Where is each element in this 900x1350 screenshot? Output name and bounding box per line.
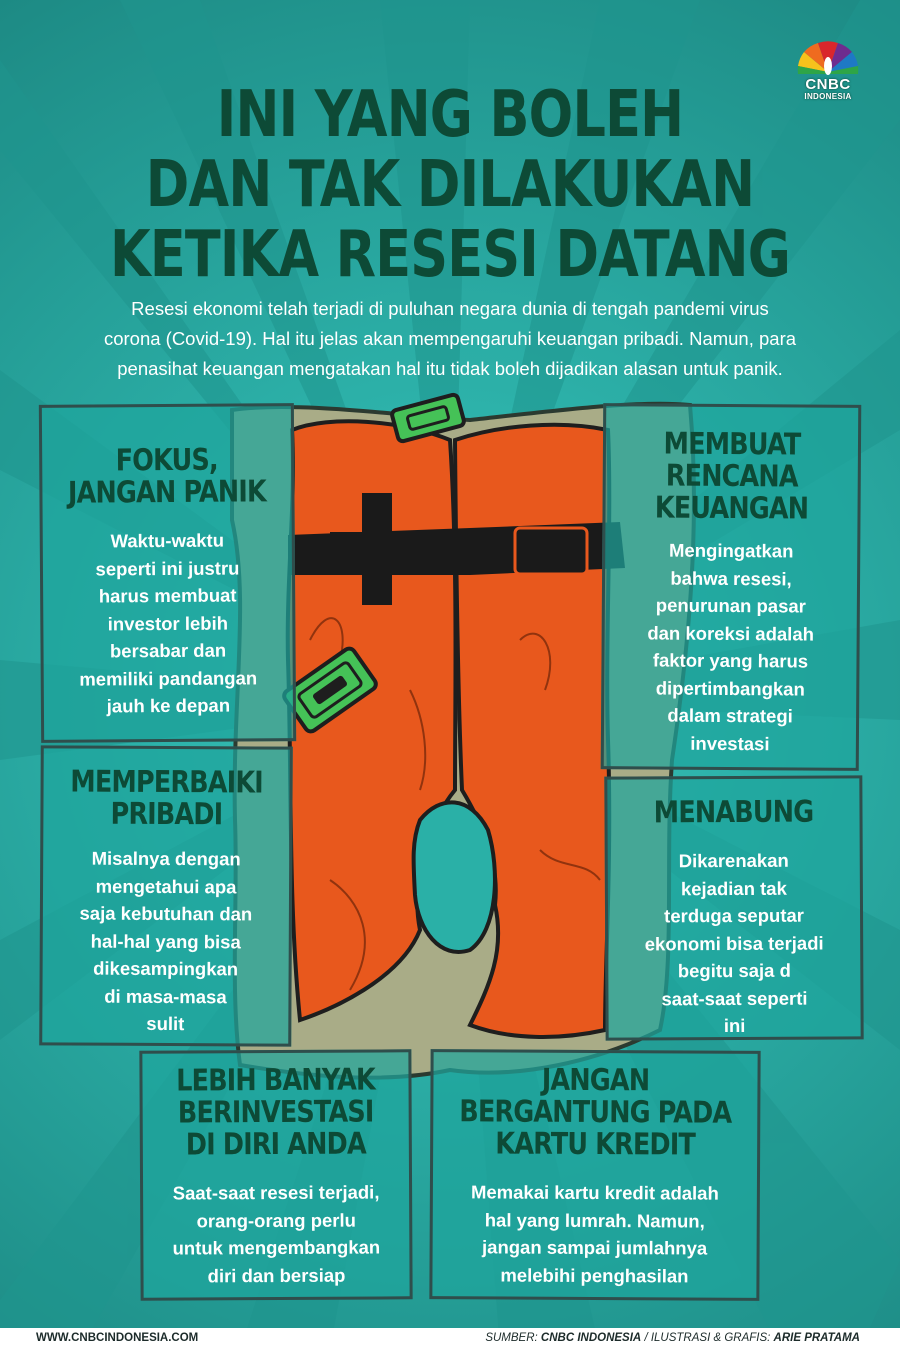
tip-body-line: Memakai kartu kredit adalah: [470, 1181, 719, 1204]
tip-title-line: MENABUNG: [653, 794, 814, 831]
title-line: DAN TAK DILAKUKAN: [145, 148, 755, 222]
tip-body: [432, 1178, 757, 1290]
intro-line: penasihat keuangan mengatakan hal itu tidak boleh dijadikan alasan untuk panik.: [117, 358, 783, 379]
source-name: CNBC INDONESIA: [540, 1332, 642, 1344]
logo-subtitle: INDONESIA: [804, 92, 852, 101]
tip-body-line: ini: [723, 1014, 746, 1037]
tip-title-line: JANGAN: [541, 1062, 650, 1099]
tip-body: [143, 1178, 410, 1289]
tip-title-line: BERGANTUNG PADA: [459, 1094, 732, 1131]
tip-card-menabung: [604, 775, 863, 1040]
logo-wordmark: CNBC: [805, 76, 851, 93]
tip-body-line: investasi: [690, 732, 770, 754]
tip-title-line: LEBIH BANYAK: [176, 1062, 375, 1099]
tip-title-line: RENCANA: [665, 458, 798, 495]
tip-body-line: jauh ke depan: [106, 694, 231, 717]
tip-body-line: melebihi penghasilan: [500, 1264, 689, 1286]
tip-body-line: hal yang lumrah. Namun,: [484, 1208, 705, 1232]
intro-line: Resesi ekonomi telah terjadi di puluhan negara dunia di tengah pandemi virus: [131, 298, 769, 319]
tip-body-line: ekonomi bisa terjadi: [644, 932, 824, 954]
tip-body: [42, 844, 289, 1038]
tip-body-line: harus membuat: [98, 584, 237, 607]
footer-website[interactable]: WWW.CNBCINDONESIA.COM: [36, 1332, 199, 1344]
tip-title-line: FOKUS,: [115, 442, 218, 479]
tip-title-line: MEMPERBAIKI: [70, 764, 263, 801]
tip-title: [626, 796, 840, 829]
strap-buckle: [515, 528, 587, 574]
tip-title-line: PRIBADI: [110, 796, 223, 833]
tip-body-line: faktor yang harus: [652, 649, 809, 672]
cross-horizontal: [330, 532, 424, 562]
tip-title: [162, 1064, 389, 1161]
credit-name: ARIE PRATAMA: [773, 1332, 860, 1344]
tip-body-line: kejadian tak: [680, 877, 787, 899]
tip-body-line: bersabar dan: [109, 639, 227, 662]
tip-title-line: KARTU KREDIT: [495, 1126, 696, 1163]
tip-body-line: untuk mengembangkan: [172, 1236, 381, 1259]
tip-title-line: JANGAN PANIK: [67, 474, 267, 511]
tip-body-line: orang-orang perlu: [196, 1209, 356, 1231]
tip-body-line: dan koreksi adalah: [647, 621, 815, 645]
tip-body-line: mengetahui apa: [95, 875, 237, 897]
tip-body-line: hal-hal yang bisa: [90, 930, 241, 952]
tip-body-line: terduga seputar: [664, 904, 804, 927]
tip-body-line: Saat-saat resesi terjadi,: [172, 1181, 380, 1204]
tip-body-line: sulit: [146, 1012, 185, 1035]
tip-body-line: Misalnya dengan: [91, 847, 241, 870]
tip-body-line: saat-saat seperti: [661, 987, 808, 1009]
footer-credits: [485, 1332, 860, 1344]
tip-card-fokus: [39, 403, 296, 743]
tip-body-line: Mengingatkan: [668, 539, 794, 562]
tip-body-line: seperti ini justru: [95, 556, 240, 580]
tip-body-line: dalam strategi: [667, 704, 793, 727]
tip-body-line: jangan sampai jumlahnya: [481, 1236, 708, 1259]
tip-body: [604, 536, 858, 758]
tip-card-kartu-kredit: [429, 1049, 760, 1301]
title-line: KETIKA RESESI DATANG: [110, 218, 790, 292]
tip-body-line: penurunan pasar: [655, 594, 806, 617]
tip-title-line: KEUANGAN: [654, 490, 809, 527]
vest-hole: [414, 802, 495, 952]
tip-body-line: diri dan bersiap: [207, 1264, 346, 1286]
title-line: INI YANG BOLEH: [216, 78, 684, 152]
tip-card-investasi: [139, 1049, 412, 1300]
tip-body-line: dipertimbangkan: [655, 676, 805, 700]
tip-title: [457, 1064, 733, 1161]
source-label: SUMBER:: [485, 1332, 538, 1344]
intro-line: corona (Covid-19). Hal itu jelas akan mempengaruhi keuangan pribadi. Namun, para: [103, 328, 797, 349]
tip-body-line: dikesampingkan: [93, 957, 239, 980]
tip-body-line: memiliki pandangan: [79, 666, 258, 690]
tip-body-line: Dikarenakan: [678, 849, 789, 872]
tip-title: [624, 428, 839, 525]
tip-card-rencana: [601, 403, 862, 771]
tip-body-line: investor lebih: [107, 612, 229, 634]
tip-title: [62, 766, 271, 831]
tip-body-line: begitu saja d: [677, 959, 791, 982]
tip-body-line: di masa-masa: [104, 985, 227, 1007]
tip-body-line: bahwa resesi,: [670, 567, 792, 589]
tip-body: [608, 846, 861, 1040]
footer-bar: [0, 1328, 900, 1350]
tip-title-line: MEMBUAT: [663, 426, 801, 463]
tip-body: [43, 526, 293, 720]
tip-body-line: saja kebutuhan dan: [79, 902, 253, 925]
tip-title: [61, 444, 273, 509]
tip-title-line: BERINVESTASI: [177, 1094, 374, 1131]
credit-label: / ILUSTRASI & GRAFIS:: [644, 1332, 771, 1344]
tip-title-line: DI DIRI ANDA: [185, 1126, 366, 1163]
tip-body-line: Waktu-waktu: [110, 529, 225, 552]
tip-card-pribadi: [39, 745, 293, 1046]
